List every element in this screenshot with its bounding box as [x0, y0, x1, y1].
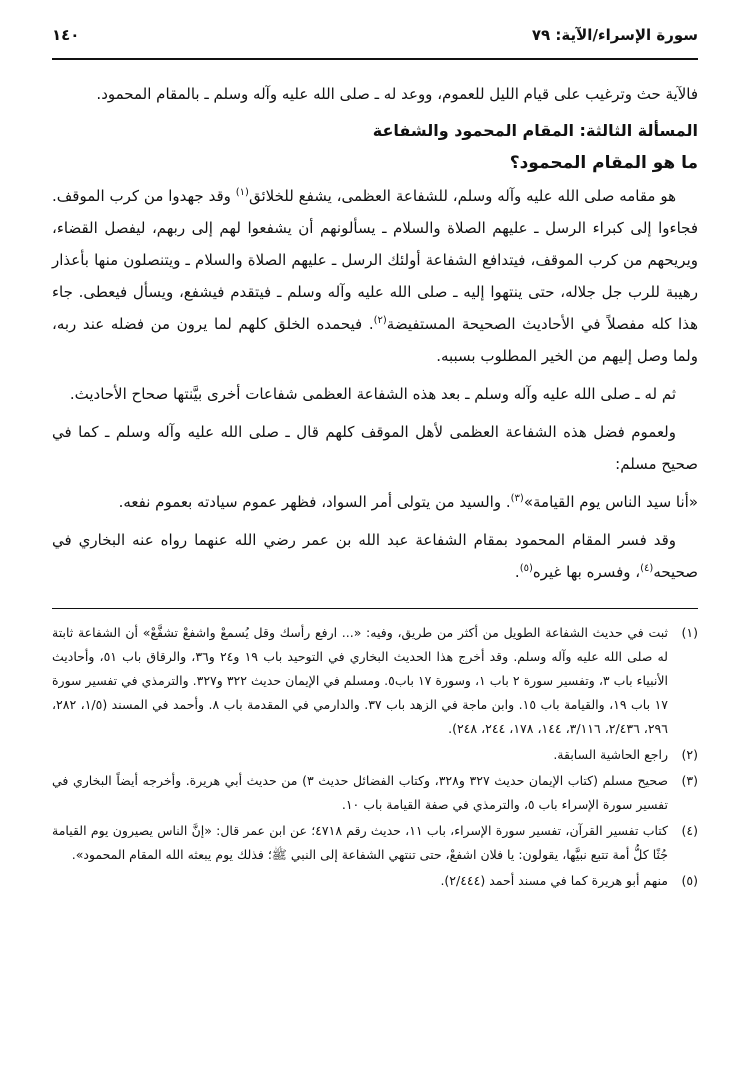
paragraph-1: فالآية حث وترغيب على قيام الليل للعموم، ووعد له ـ صلى الله عليه وآله وسلم ـ بالمقام المحمود. [96, 85, 698, 103]
paragraph-2 [52, 180, 698, 372]
footnote [52, 743, 698, 767]
footnote-number: (٣) [681, 773, 698, 788]
footnote-text: كتاب تفسير القرآن، تفسير سورة الإسراء، باب ١١، حديث رقم ٤٧١٨؛ عن ابن عمر قال: «إنَّ الناس يصيرون يوم القيامة جُثًا كلُّ أمة تتبع نبيَّها، يقولون: يا فلان اشفعْ، حتى تنتهي الشفاعة إلى النبي ﷺ؛ فذلك يوم يبعثه الله المقام المحمود». [52, 823, 669, 862]
footnote [52, 769, 698, 817]
footnote-text: صحيح مسلم (كتاب الإيمان حديث ٣٢٧ و٣٢٨، وكتاب الفضائل حديث ٣) من حديث أبي هريرة. وأخرجه أيضاً البخاري في تفسير سورة الإسراء باب ٥، والترمذي في صفة القيامة باب ١٠. [52, 773, 669, 812]
paragraph-6 [52, 524, 698, 588]
paragraph-3: ثم له ـ صلى الله عليه وآله وسلم ـ بعد هذه الشفاعة العظمى شفاعات أخرى بيَّنتها صحاح الأحاديث. [69, 385, 676, 403]
footnote-text: ثبت في حديث الشفاعة الطويل من أكثر من طريق، وفيه: «... ارفع رأسك وقل يُسمعْ واشفعْ تشفَّعْ» أن الشفاعة ثابتة له صلى الله عليه وآله وسلم. وقد أخرج هذا الحديث البخاري في التوحيد باب ١٩ و٢٤ و٣٦، والرقاق باب ٥١، وأحاديث الأنبياء باب ٣، وتفسير سورة ٢ باب ١، وسورة ١٧ باب٥. ومسلم في الإيمان حديث ٣٢٢ و٣٢٧. والترمذي في تفسير سورة ١٧ باب ١٩، والقيامة باب ١٥. وابن ماجة في الزهد باب ٣٧. والدارمي في المقدمة باب ٨. وأحمد في المسند (١/٥، ٢٨٢، ٢٩٦، ٢/٤٣٦، ٣/١١٦، ١٤٤، ١٧٨، ٢٤٤، ٢٤٨). [52, 625, 668, 736]
paragraph-6-part-b: ، وفسره بها غيره [532, 563, 641, 581]
paragraph-6-part-a: وقد فسر المقام المحمود بمقام الشفاعة عبد الله بن عمر رضي الله عنهما رواه عنه البخاري في صحيحه [52, 531, 698, 581]
running-title: سورة الإسراء/الآية: ٧٩ [531, 26, 698, 44]
paragraph-4: ولعموم فضل هذه الشفاعة العظمى لأهل الموقف كلهم قال ـ صلى الله عليه وآله وسلم ـ كما في صحيح مسلم: [52, 423, 698, 473]
paragraph-2-part-a: هو مقامه صلى الله عليه وآله وسلم، للشفاعة العظمى، يشفع للخلائق [248, 187, 677, 205]
footnote-number: (٢) [681, 747, 698, 762]
sub-heading: ما هو المقام المحمود؟ [509, 153, 698, 173]
footnote-text: منهم أبو هريرة كما في مسند أحمد (٢/٤٤٤). [440, 873, 668, 888]
paragraph-2-part-c: . فيحمده الخلق كلهم لما يرون من فضله عند ربه، ولما وصل إليهم من الخير المطلوب بسببه. [52, 315, 698, 365]
page-number: ١٤٠ [52, 26, 80, 44]
section-heading: المسألة الثالثة: المقام المحمود والشفاعة [372, 121, 698, 140]
footnote [52, 819, 698, 867]
footnote-number: (٥) [681, 873, 698, 888]
footnote-ref-5[interactable]: (٥) [519, 563, 533, 574]
footnote-ref-3[interactable]: (٣) [510, 493, 524, 504]
paragraph-6-part-c: . [514, 563, 520, 581]
footnote-ref-4[interactable]: (٤) [640, 563, 654, 574]
main-text [52, 78, 698, 588]
footnotes [52, 621, 698, 893]
footnote-ref-2[interactable]: (٢) [373, 315, 387, 326]
footnote-text: راجع الحاشية السابقة. [553, 747, 668, 762]
paragraph-5 [52, 486, 698, 518]
footnote [52, 621, 698, 741]
paragraph-2-part-b: وقد جهدوا من كرب الموقف. فجاءوا إلى كبراء الرسل ـ عليهم الصلاة والسلام ـ يسألونهم أن يشفعوا لهم إلى ربهم، ليفصل القضاء، ويريحهم من كرب الموقف، فيتدافع الشفاعة أولئك الرسل ـ عليهم الصلاة والسلام ـ ويتنصلون منها بأعذار رهيبة للرب جل جلاله، حتى ينتهوا إليه ـ صلى الله عليه وآله وسلم ـ فيتقدم فيشفع، ويسأل فيعطى. جاء هذا كله مفصلاً في الأحاديث الصحيحة المستفيضة [52, 187, 698, 333]
hadith-quote: «أنا سيد الناس يوم القيامة» [523, 493, 698, 511]
footnote-number: (١) [681, 625, 698, 640]
footnote [52, 869, 698, 893]
footnote-separator [52, 608, 698, 609]
paragraph-5-part-b: . والسيد من يتولى أمر السواد، فظهر عموم سيادته بعموم نفعه. [118, 493, 511, 511]
page-header [52, 26, 698, 60]
footnote-number: (٤) [681, 823, 698, 838]
book-page [52, 26, 698, 1076]
footnote-ref-1[interactable]: (١) [235, 187, 249, 198]
